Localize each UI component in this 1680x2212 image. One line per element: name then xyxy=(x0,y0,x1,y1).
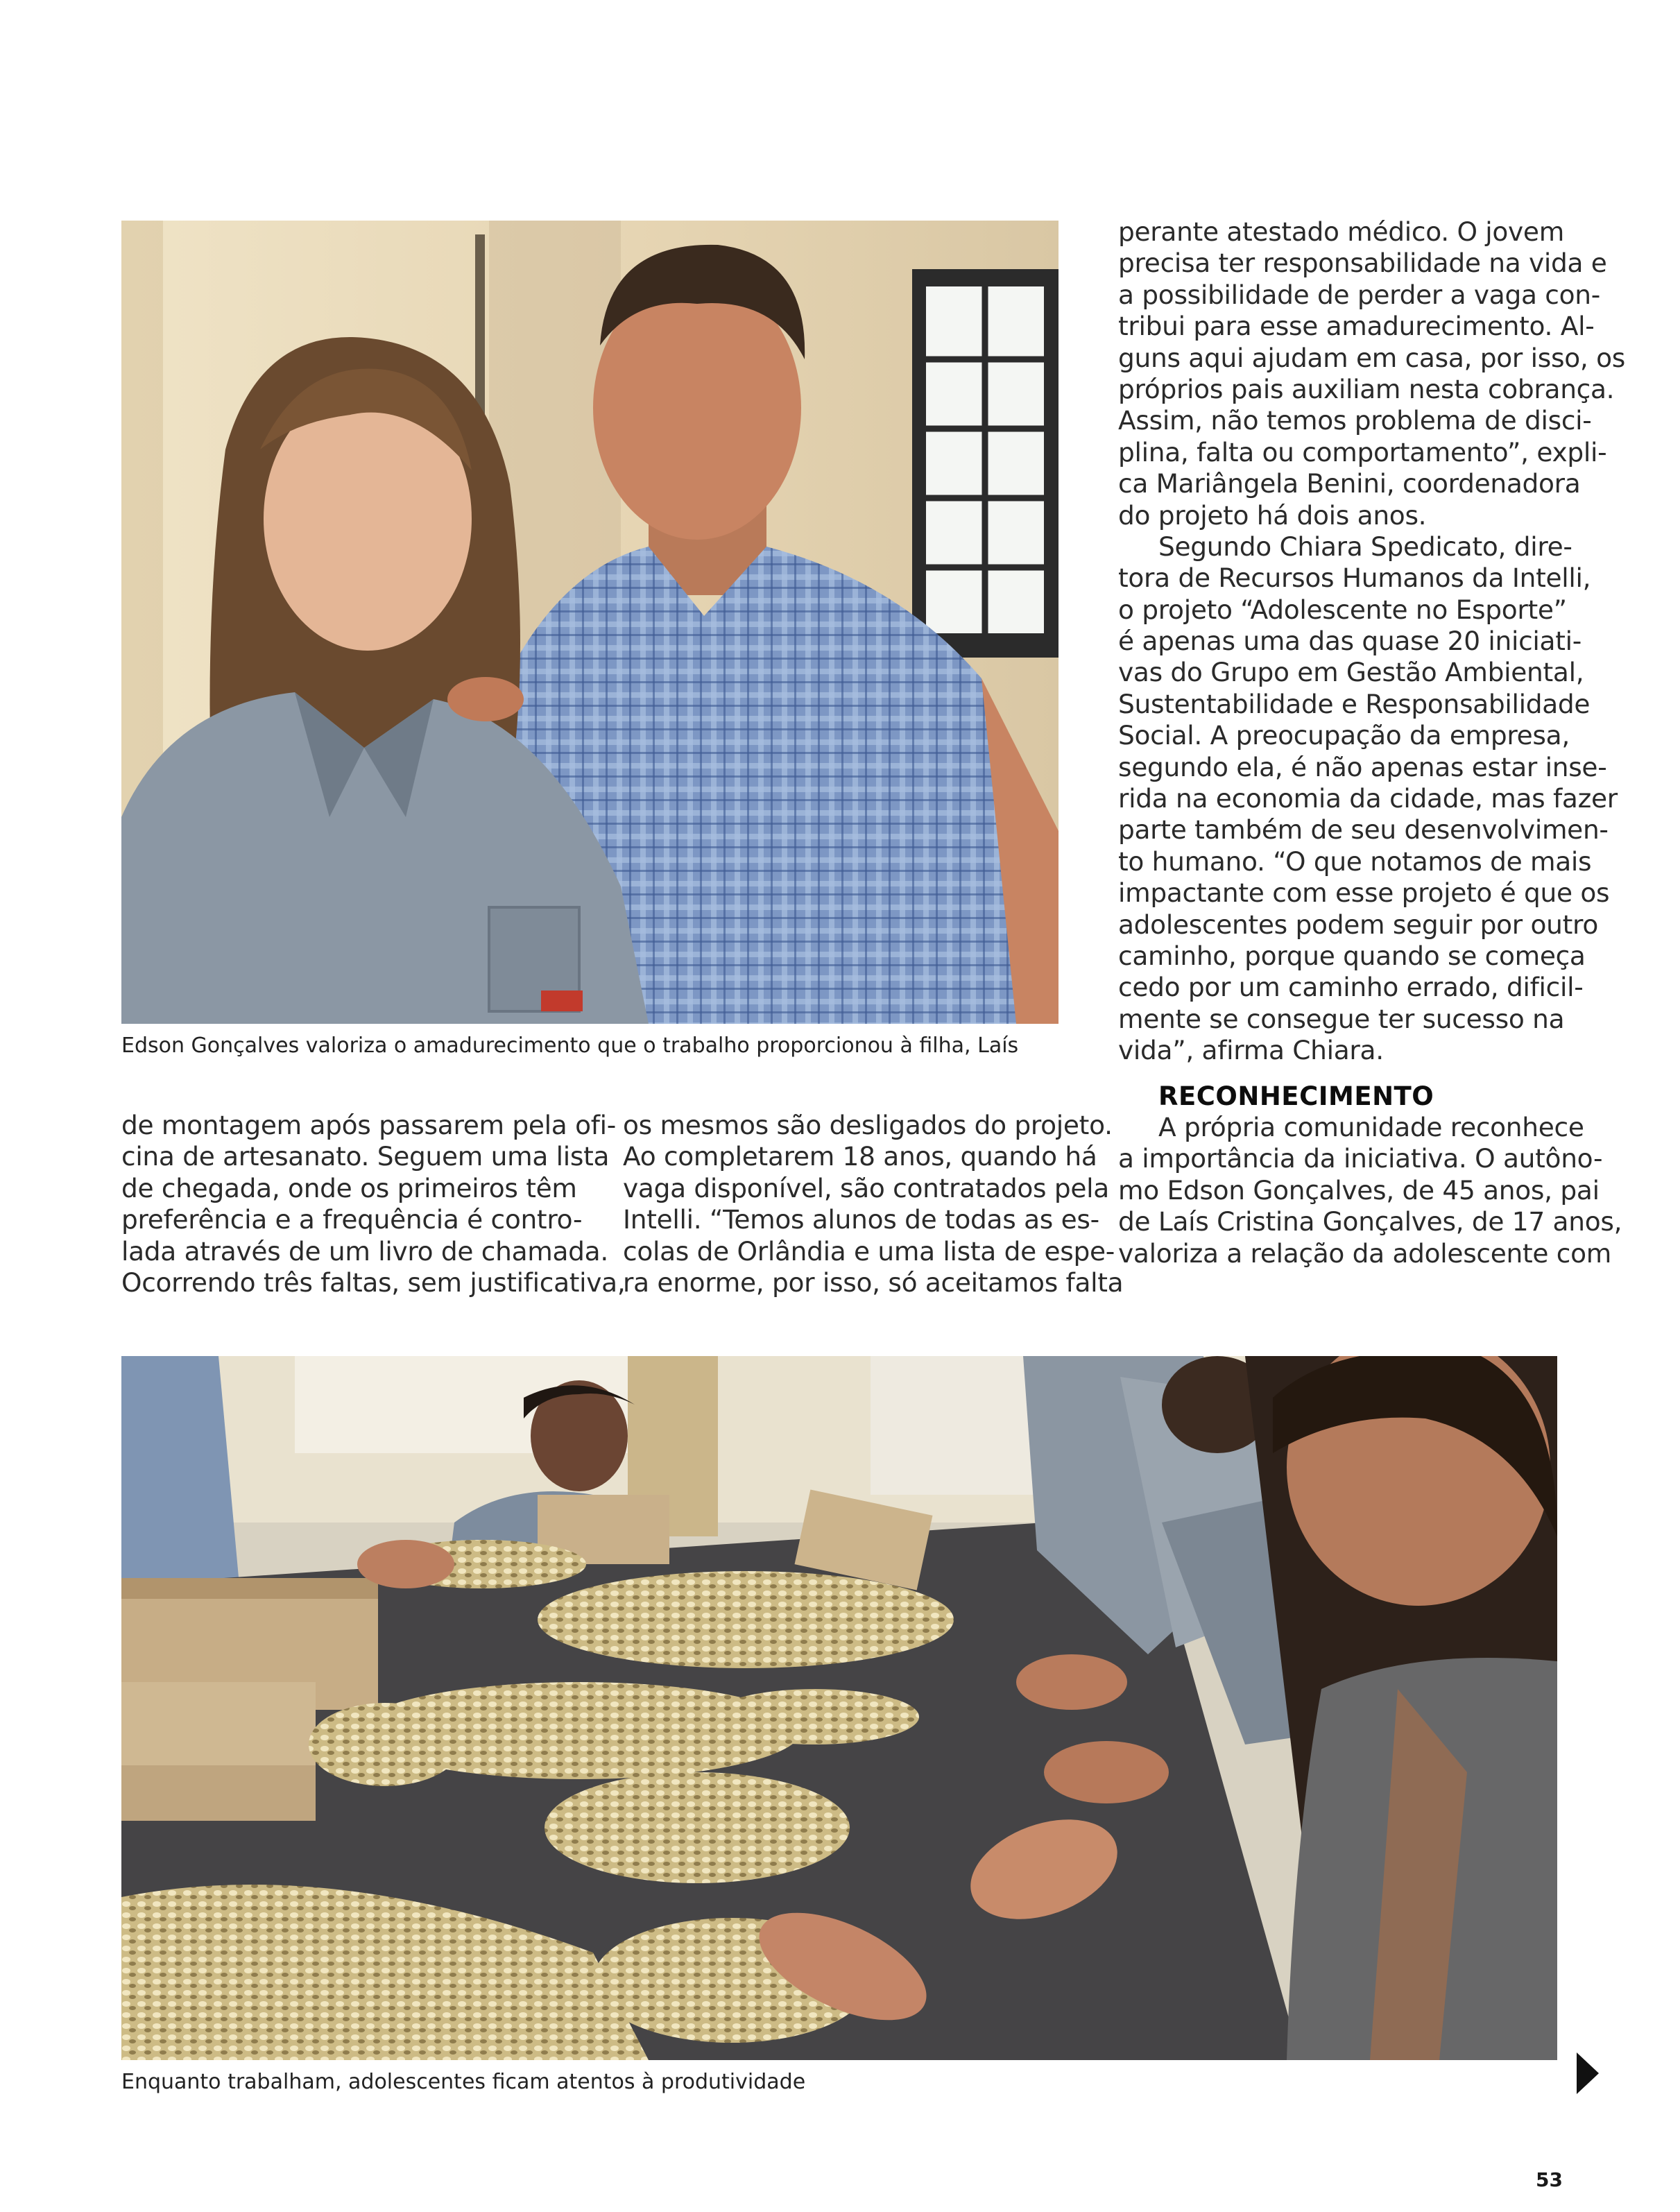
text-line: rida na economia da cidade, mas fazer xyxy=(1118,783,1618,814)
page-number: 53 xyxy=(1536,2168,1563,2191)
text-line: adolescentes podem seguir por outro xyxy=(1118,909,1598,940)
text-line: mo Edson Gonçalves, de 45 anos, pai xyxy=(1118,1174,1600,1206)
text-line: vas do Grupo em Gestão Ambiental, xyxy=(1118,657,1584,688)
text-line: Intelli. “Temos alunos de todas as es- xyxy=(623,1204,1099,1235)
text-line: caminho, porque quando se começa xyxy=(1118,940,1586,971)
article-column-middle xyxy=(623,1110,1124,1298)
text-line: preferência e a frequência é contro- xyxy=(121,1204,583,1235)
text-line: lada através de um livro de chamada. xyxy=(121,1235,608,1267)
article-column-left xyxy=(121,1110,626,1298)
text-line: precisa ter responsabilidade na vida e xyxy=(1118,248,1607,279)
text-line: a importância da iniciativa. O autôno- xyxy=(1118,1143,1603,1174)
text-line: de chegada, onde os primeiros têm xyxy=(121,1172,577,1203)
photo-caption-top: Edson Gonçalves valoriza o amadurecimento que o trabalho proporcionou à filha, Laís xyxy=(121,1034,1019,1058)
article-column-right xyxy=(1118,216,1626,1269)
text-line: cina de artesanato. Seguem uma lista xyxy=(121,1141,610,1172)
photo-caption-bottom: Enquanto trabalham, adolescentes ficam atentos à produtividade xyxy=(121,2070,806,2094)
text-line: Social. A preocupação da empresa, xyxy=(1118,720,1570,751)
text-line: ra enorme, por isso, só aceitamos falta xyxy=(623,1267,1124,1298)
text-line: Ao completarem 18 anos, quando há xyxy=(623,1141,1097,1172)
text-line: Segundo Chiara Spedicato, dire- xyxy=(1158,531,1572,562)
text-line: cedo por um caminho errado, dificil- xyxy=(1118,972,1584,1003)
photo-workshop-table xyxy=(121,1356,1557,2060)
photo-father-daughter-image xyxy=(121,221,1058,1024)
text-line: segundo ela, é não apenas estar inse- xyxy=(1118,751,1607,782)
text-line: é apenas uma das quase 20 iniciati- xyxy=(1118,626,1582,657)
text-line: ca Mariângela Benini, coordenadora xyxy=(1118,468,1581,499)
text-line: tribui para esse amadurecimento. Al- xyxy=(1118,311,1595,342)
text-line: próprios pais auxiliam nesta cobrança. xyxy=(1118,373,1615,404)
text-line: to humano. “O que notamos de mais xyxy=(1118,846,1592,877)
text-line: a possibilidade de perder a vaga con- xyxy=(1118,279,1600,310)
text-line: Assim, não temos problema de disci- xyxy=(1118,405,1592,436)
text-line: de montagem após passarem pela ofi- xyxy=(121,1110,616,1140)
text-line: colas de Orlândia e uma lista de espe- xyxy=(623,1235,1115,1267)
text-line: A própria comunidade reconhece xyxy=(1158,1111,1584,1142)
text-line: valoriza a relação da adolescente com xyxy=(1118,1237,1611,1269)
photo-workshop-table-image xyxy=(121,1356,1557,2060)
text-line: Sustentabilidade e Responsabilidade xyxy=(1118,688,1591,719)
next-page-arrow-icon xyxy=(1577,2052,1599,2094)
text-line: Ocorrendo três faltas, sem justificativa, xyxy=(121,1267,626,1298)
text-line: mente se consegue ter sucesso na xyxy=(1118,1003,1565,1034)
text-line: do projeto há dois anos. xyxy=(1118,499,1427,531)
text-line: os mesmos são desligados do projeto. xyxy=(623,1110,1113,1140)
text-line: plina, falta ou comportamento”, expli- xyxy=(1118,436,1607,468)
text-line: guns aqui ajudam em casa, por isso, os xyxy=(1118,342,1626,373)
text-line: parte também de seu desenvolvimen- xyxy=(1118,814,1609,846)
text-line: de Laís Cristina Gonçalves, de 17 anos, xyxy=(1118,1206,1622,1237)
text-line: vaga disponível, são contratados pela xyxy=(623,1172,1109,1203)
section-heading: RECONHECIMENTO xyxy=(1158,1081,1434,1111)
text-line: tora de Recursos Humanos da Intelli, xyxy=(1118,563,1591,594)
text-line: o projeto “Adolescente no Esporte” xyxy=(1118,594,1567,625)
photo-father-daughter xyxy=(121,221,1058,1024)
text-line: impactante com esse projeto é que os xyxy=(1118,877,1610,909)
text-line: vida”, afirma Chiara. xyxy=(1118,1035,1384,1066)
text-line: perante atestado médico. O jovem xyxy=(1118,216,1564,247)
